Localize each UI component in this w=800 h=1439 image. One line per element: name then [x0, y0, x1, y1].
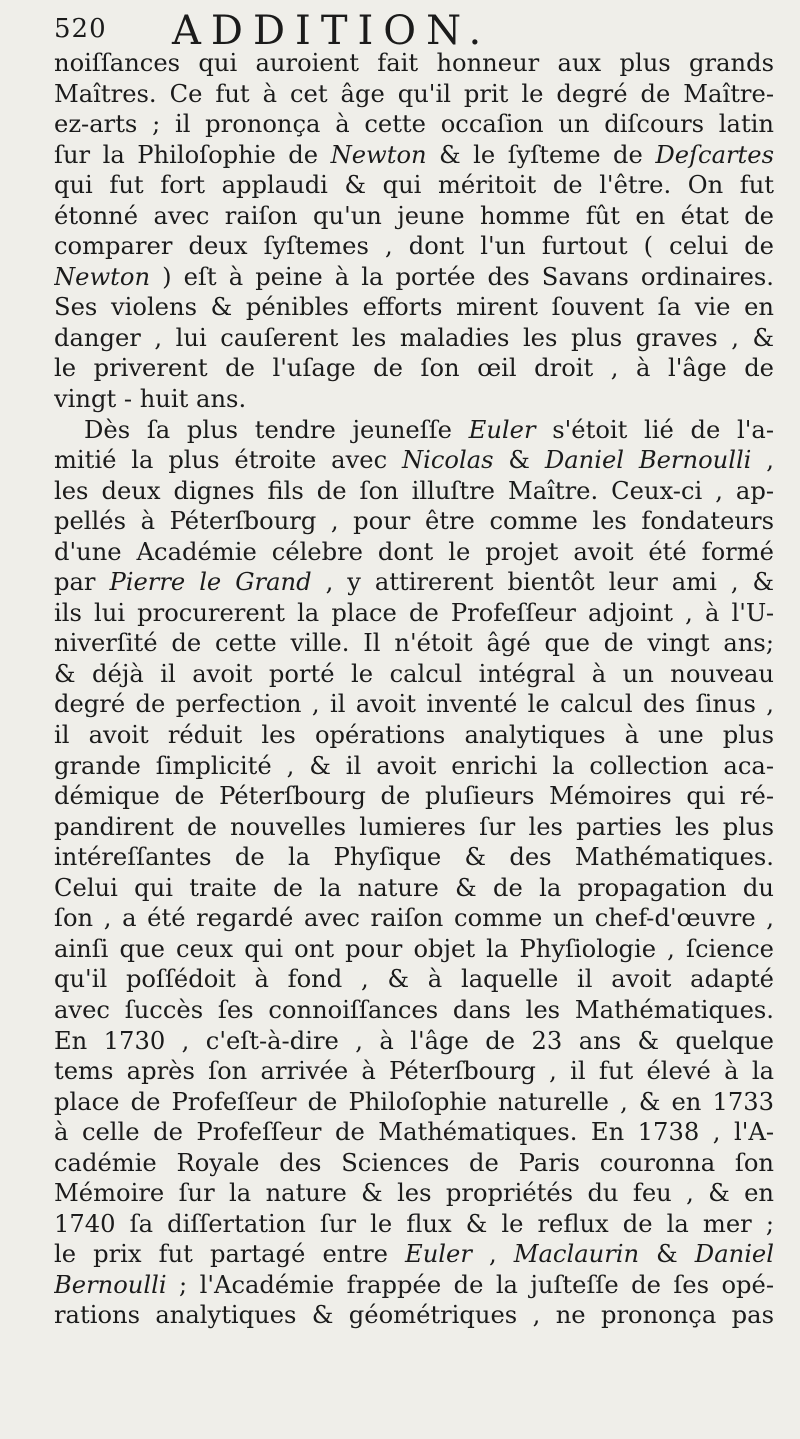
- text-line: [54, 109, 774, 140]
- text-segment: démique de Péterſbourg de pluſieurs Mémoires qui ré-: [54, 782, 774, 811]
- text-segment: Dès ſa plus tendre jeuneſſe: [84, 415, 469, 444]
- text-segment: qui fut fort applaudi & qui méritoit de l'être. On fut: [54, 171, 774, 200]
- text-segment: le prix fut partagé entre: [54, 1240, 406, 1269]
- italic-text: Daniel: [694, 1240, 774, 1269]
- text-segment: degré de perfection , il avoit inventé le calcul des ſinus ,: [54, 690, 774, 719]
- italic-text: Bernoulli: [54, 1270, 167, 1299]
- text-line: [54, 415, 774, 446]
- text-segment: avec ſuccès ſes connoiſſances dans les Mathématiques.: [54, 995, 774, 1024]
- text-line: [54, 384, 774, 415]
- text-line: [54, 140, 774, 171]
- body-text: [54, 48, 774, 1331]
- text-line: [54, 628, 774, 659]
- text-segment: à celle de Profeſſeur de Mathématiques. En 1738 , l'A-: [54, 1118, 774, 1147]
- text-segment: ſon , a été regardé avec raiſon comme un chef-d'œuvre ,: [54, 904, 774, 933]
- text-line: [54, 934, 774, 965]
- text-segment: Mémoire ſur la nature & les propriétés du feu , & en: [54, 1179, 774, 1208]
- text-segment: il avoit réduit les opérations analytiques à une plus: [54, 721, 774, 750]
- text-segment: 1740 ſa diſſertation ſur le flux & le reflux de la mer ;: [54, 1209, 774, 1238]
- text-segment: par: [54, 568, 110, 597]
- text-segment: ,: [471, 1240, 514, 1269]
- italic-text: Deſcartes: [655, 140, 774, 169]
- text-segment: mitié la plus étroite avec: [54, 446, 402, 475]
- text-line: [54, 873, 774, 904]
- text-line: [54, 1209, 774, 1240]
- text-segment: niverſité de cette ville. Il n'étoit âgé que de vingt ans;: [54, 629, 774, 658]
- text-segment: , y attirerent bientôt leur ami , &: [311, 568, 774, 597]
- text-segment: & déjà il avoit porté le calcul intégral à un nouveau: [54, 659, 774, 688]
- text-line: [54, 262, 774, 293]
- text-segment: vingt - huit ans.: [54, 385, 247, 414]
- text-segment: Maîtres. Ce fut à cet âge qu'il prit le degré de Maître-: [54, 79, 774, 108]
- text-line: [54, 842, 774, 873]
- text-line: [54, 781, 774, 812]
- text-segment: le priverent de l'uſage de ſon œil droit , à l'âge de: [54, 354, 774, 383]
- text-line: [54, 323, 774, 354]
- text-line: [54, 79, 774, 110]
- text-line: [54, 476, 774, 507]
- text-segment: place de Profeſſeur de Philoſophie naturelle , & en 1733: [54, 1087, 774, 1116]
- text-line: [54, 445, 774, 476]
- text-segment: qu'il poſſédoit à fond , & à laquelle il avoit adapté: [54, 965, 774, 994]
- text-segment: En 1730 , c'eſt-à-dire , à l'âge de 23 ans & quelque: [54, 1026, 774, 1055]
- text-line: [54, 598, 774, 629]
- text-line: [54, 201, 774, 232]
- italic-text: Euler: [468, 415, 536, 444]
- italic-text: Nicolas: [401, 446, 494, 475]
- text-segment: grande ſimplicité , & il avoit enrichi la collection aca-: [54, 751, 774, 780]
- text-line: [54, 812, 774, 843]
- text-line: [54, 567, 774, 598]
- text-segment: ainſi que ceux qui ont pour objet la Phyſiologie , ſcience: [54, 934, 774, 963]
- text-segment: &: [493, 446, 545, 475]
- text-segment: & le ſyſteme de: [426, 140, 656, 169]
- text-line: [54, 1056, 774, 1087]
- text-line: [54, 1300, 774, 1331]
- text-segment: ,: [751, 446, 774, 475]
- text-segment: danger , lui cauſerent les maladies les plus graves , &: [54, 323, 774, 352]
- text-line: [54, 1270, 774, 1301]
- text-line: [54, 995, 774, 1026]
- text-line: [54, 506, 774, 537]
- italic-text: Newton: [54, 262, 151, 291]
- text-segment: d'une Académie célebre dont le projet avoit été formé: [54, 537, 774, 566]
- text-line: [54, 689, 774, 720]
- text-segment: Celui qui traite de la nature & de la propagation du: [54, 873, 774, 902]
- text-segment: s'étoit lié de l'a-: [535, 415, 774, 444]
- text-line: [54, 231, 774, 262]
- text-line: [54, 292, 774, 323]
- text-line: [54, 659, 774, 690]
- text-line: [54, 720, 774, 751]
- text-line: [54, 964, 774, 995]
- text-line: [54, 903, 774, 934]
- italic-text: Euler: [405, 1240, 472, 1269]
- text-segment: ſur la Philoſophie de: [54, 140, 331, 169]
- text-segment: pandirent de nouvelles lumieres ſur les parties les plus: [54, 812, 774, 841]
- text-line: [54, 170, 774, 201]
- italic-text: Newton: [330, 140, 427, 169]
- page-header: [54, 8, 774, 54]
- italic-text: Pierre le Grand: [109, 568, 312, 597]
- text-segment: noiſſances qui auroient fait honneur aux plus grands: [54, 49, 774, 77]
- italic-text: Maclaurin: [513, 1240, 640, 1269]
- text-segment: &: [639, 1240, 695, 1269]
- text-line: [54, 1026, 774, 1057]
- text-segment: ; l'Académie frappée de la juſteſſe de ſes opé-: [166, 1270, 774, 1299]
- text-line: [54, 537, 774, 568]
- italic-text: Daniel Bernoulli: [544, 446, 752, 475]
- text-segment: rations analytiques & géométriques , ne prononça pas: [54, 1301, 774, 1330]
- text-segment: pellés à Péterſbourg , pour être comme les fondateurs: [54, 507, 774, 536]
- text-segment: Ses violens & pénibles efforts mirent ſouvent ſa vie en: [54, 293, 774, 322]
- text-segment: étonné avec raiſon qu'un jeune homme fût en état de: [54, 201, 774, 230]
- text-line: [54, 1148, 774, 1179]
- text-segment: intéreſſantes de la Phyſique & des Mathématiques.: [54, 843, 774, 872]
- text-segment: comparer deux ſyſtemes , dont l'un furtout ( celui de: [54, 232, 774, 261]
- text-segment: tems après ſon arrivée à Péterſbourg , il fut élevé à la: [54, 1057, 774, 1086]
- text-segment: ils lui procurerent la place de Profeſſeur adjoint , à l'U-: [54, 598, 774, 627]
- text-line: [54, 751, 774, 782]
- text-segment: ) eſt à peine à la portée des Savans ordinaires.: [150, 262, 774, 291]
- text-line: [54, 353, 774, 384]
- text-line: [54, 1087, 774, 1118]
- text-line: [54, 1178, 774, 1209]
- text-segment: ez-arts ; il prononça à cette occaſion un diſcours latin: [54, 110, 774, 139]
- page-number: 520: [54, 14, 107, 44]
- running-head: ADDITION.: [172, 8, 492, 54]
- text-segment: les deux dignes fils de ſon illuſtre Maître. Ceux-ci , ap-: [54, 476, 774, 505]
- text-line: [54, 1117, 774, 1148]
- text-line: [54, 1239, 774, 1270]
- text-segment: cadémie Royale des Sciences de Paris couronna ſon: [54, 1148, 774, 1177]
